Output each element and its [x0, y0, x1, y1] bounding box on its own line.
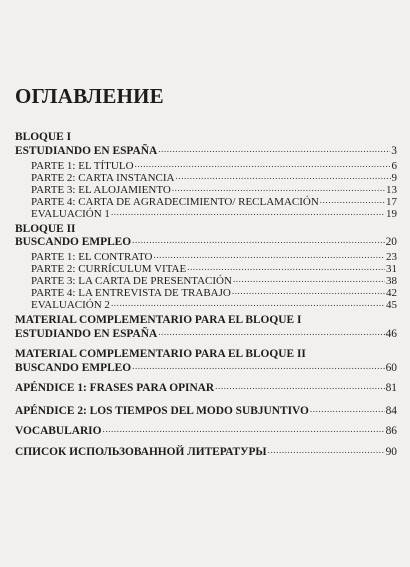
dot-leader — [132, 235, 384, 245]
entry-title: BUSCANDO EMPLEO — [15, 362, 132, 374]
vocabulario-entry — [15, 424, 397, 438]
entry-title: APÉNDICE 1: FRASES PARA OPINAR — [15, 382, 215, 394]
dot-leader — [310, 404, 385, 414]
dot-leader — [111, 207, 385, 217]
dot-leader — [102, 424, 384, 434]
entry-page: 38 — [386, 275, 397, 287]
dot-leader — [232, 286, 385, 296]
block2-section-entry — [15, 235, 397, 249]
dot-leader — [158, 144, 390, 154]
dot-leader — [176, 171, 391, 181]
entry-page: 81 — [385, 382, 397, 394]
dot-leader — [153, 250, 385, 260]
block2-label: BLOQUE II — [15, 223, 76, 235]
entry-page: 9 — [391, 172, 397, 184]
block1-label: BLOQUE I — [15, 131, 72, 143]
entry-title: PARTE 4: CARTA DE AGRADECIMIENTO/ RECLAMACIÓN — [31, 196, 319, 208]
entry-title: СПИСОК ИСПОЛЬЗОВАННОЙ ЛИТЕРАТУРЫ — [15, 446, 267, 458]
entry-title: PARTE 2: CARTA INSTANCIA — [31, 172, 175, 184]
entry-page: 6 — [391, 160, 397, 172]
entry-title: PARTE 1: EL TÍTULO — [31, 160, 134, 172]
entry-page: 23 — [386, 251, 397, 263]
entry-title: PARTE 2: CURRÍCULUM VITAE — [31, 263, 187, 275]
material1-heading: MATERIAL COMPLEMENTARIO PARA EL BLOQUE I — [15, 314, 302, 326]
dot-leader — [172, 183, 385, 193]
dot-leader — [233, 274, 385, 284]
dot-leader — [111, 298, 385, 308]
bibliography-entry — [15, 445, 397, 459]
dot-leader — [215, 381, 384, 391]
entry-page: 90 — [385, 446, 397, 458]
entry-title: EVALUACIÓN 2 — [31, 299, 110, 311]
toc-entry — [15, 207, 397, 221]
entry-page: 45 — [386, 299, 397, 311]
material2-entry — [15, 361, 397, 375]
dot-leader — [135, 159, 391, 169]
entry-title: ESTUDIANDO EN ESPAÑA — [15, 328, 158, 340]
entry-title: VOCABULARIO — [15, 425, 102, 437]
entry-page: 3 — [391, 145, 397, 157]
entry-page: 60 — [385, 362, 397, 374]
dot-leader — [132, 361, 384, 371]
entry-page: 20 — [385, 236, 397, 248]
entry-page: 86 — [385, 425, 397, 437]
block1-section-entry — [15, 144, 397, 158]
dot-leader — [320, 195, 385, 205]
dot-leader — [187, 262, 385, 272]
entry-title: BUSCANDO EMPLEO — [15, 236, 132, 248]
entry-page: 17 — [386, 196, 397, 208]
page-title: ОГЛАВЛЕНИЕ — [15, 84, 164, 108]
entry-title: PARTE 3: LA CARTA DE PRESENTACIÓN — [31, 275, 232, 287]
entry-title: EVALUACIÓN 1 — [31, 208, 110, 220]
entry-title: PARTE 3: EL ALOJAMIENTO — [31, 184, 171, 196]
dot-leader — [158, 327, 384, 337]
entry-page: 13 — [386, 184, 397, 196]
appendix1-entry — [15, 381, 397, 395]
appendix2-entry — [15, 404, 397, 418]
entry-page: 42 — [386, 287, 397, 299]
entry-page: 46 — [385, 328, 397, 340]
entry-title: PARTE 1: EL CONTRATO — [31, 251, 153, 263]
material2-heading: MATERIAL COMPLEMENTARIO PARA EL BLOQUE II — [15, 348, 306, 360]
material1-entry — [15, 327, 397, 341]
table-of-contents — [15, 0, 397, 567]
toc-entry — [15, 298, 397, 312]
entry-title: ESTUDIANDO EN ESPAÑA — [15, 145, 158, 157]
entry-title: APÉNDICE 2: LOS TIEMPOS DEL MODO SUBJUNTIVO — [15, 405, 309, 417]
dot-leader — [268, 445, 385, 455]
entry-title: PARTE 4: LA ENTREVISTA DE TRABAJO — [31, 287, 231, 299]
entry-page: 31 — [386, 263, 397, 275]
entry-page: 84 — [385, 405, 397, 417]
entry-page: 19 — [386, 208, 397, 220]
